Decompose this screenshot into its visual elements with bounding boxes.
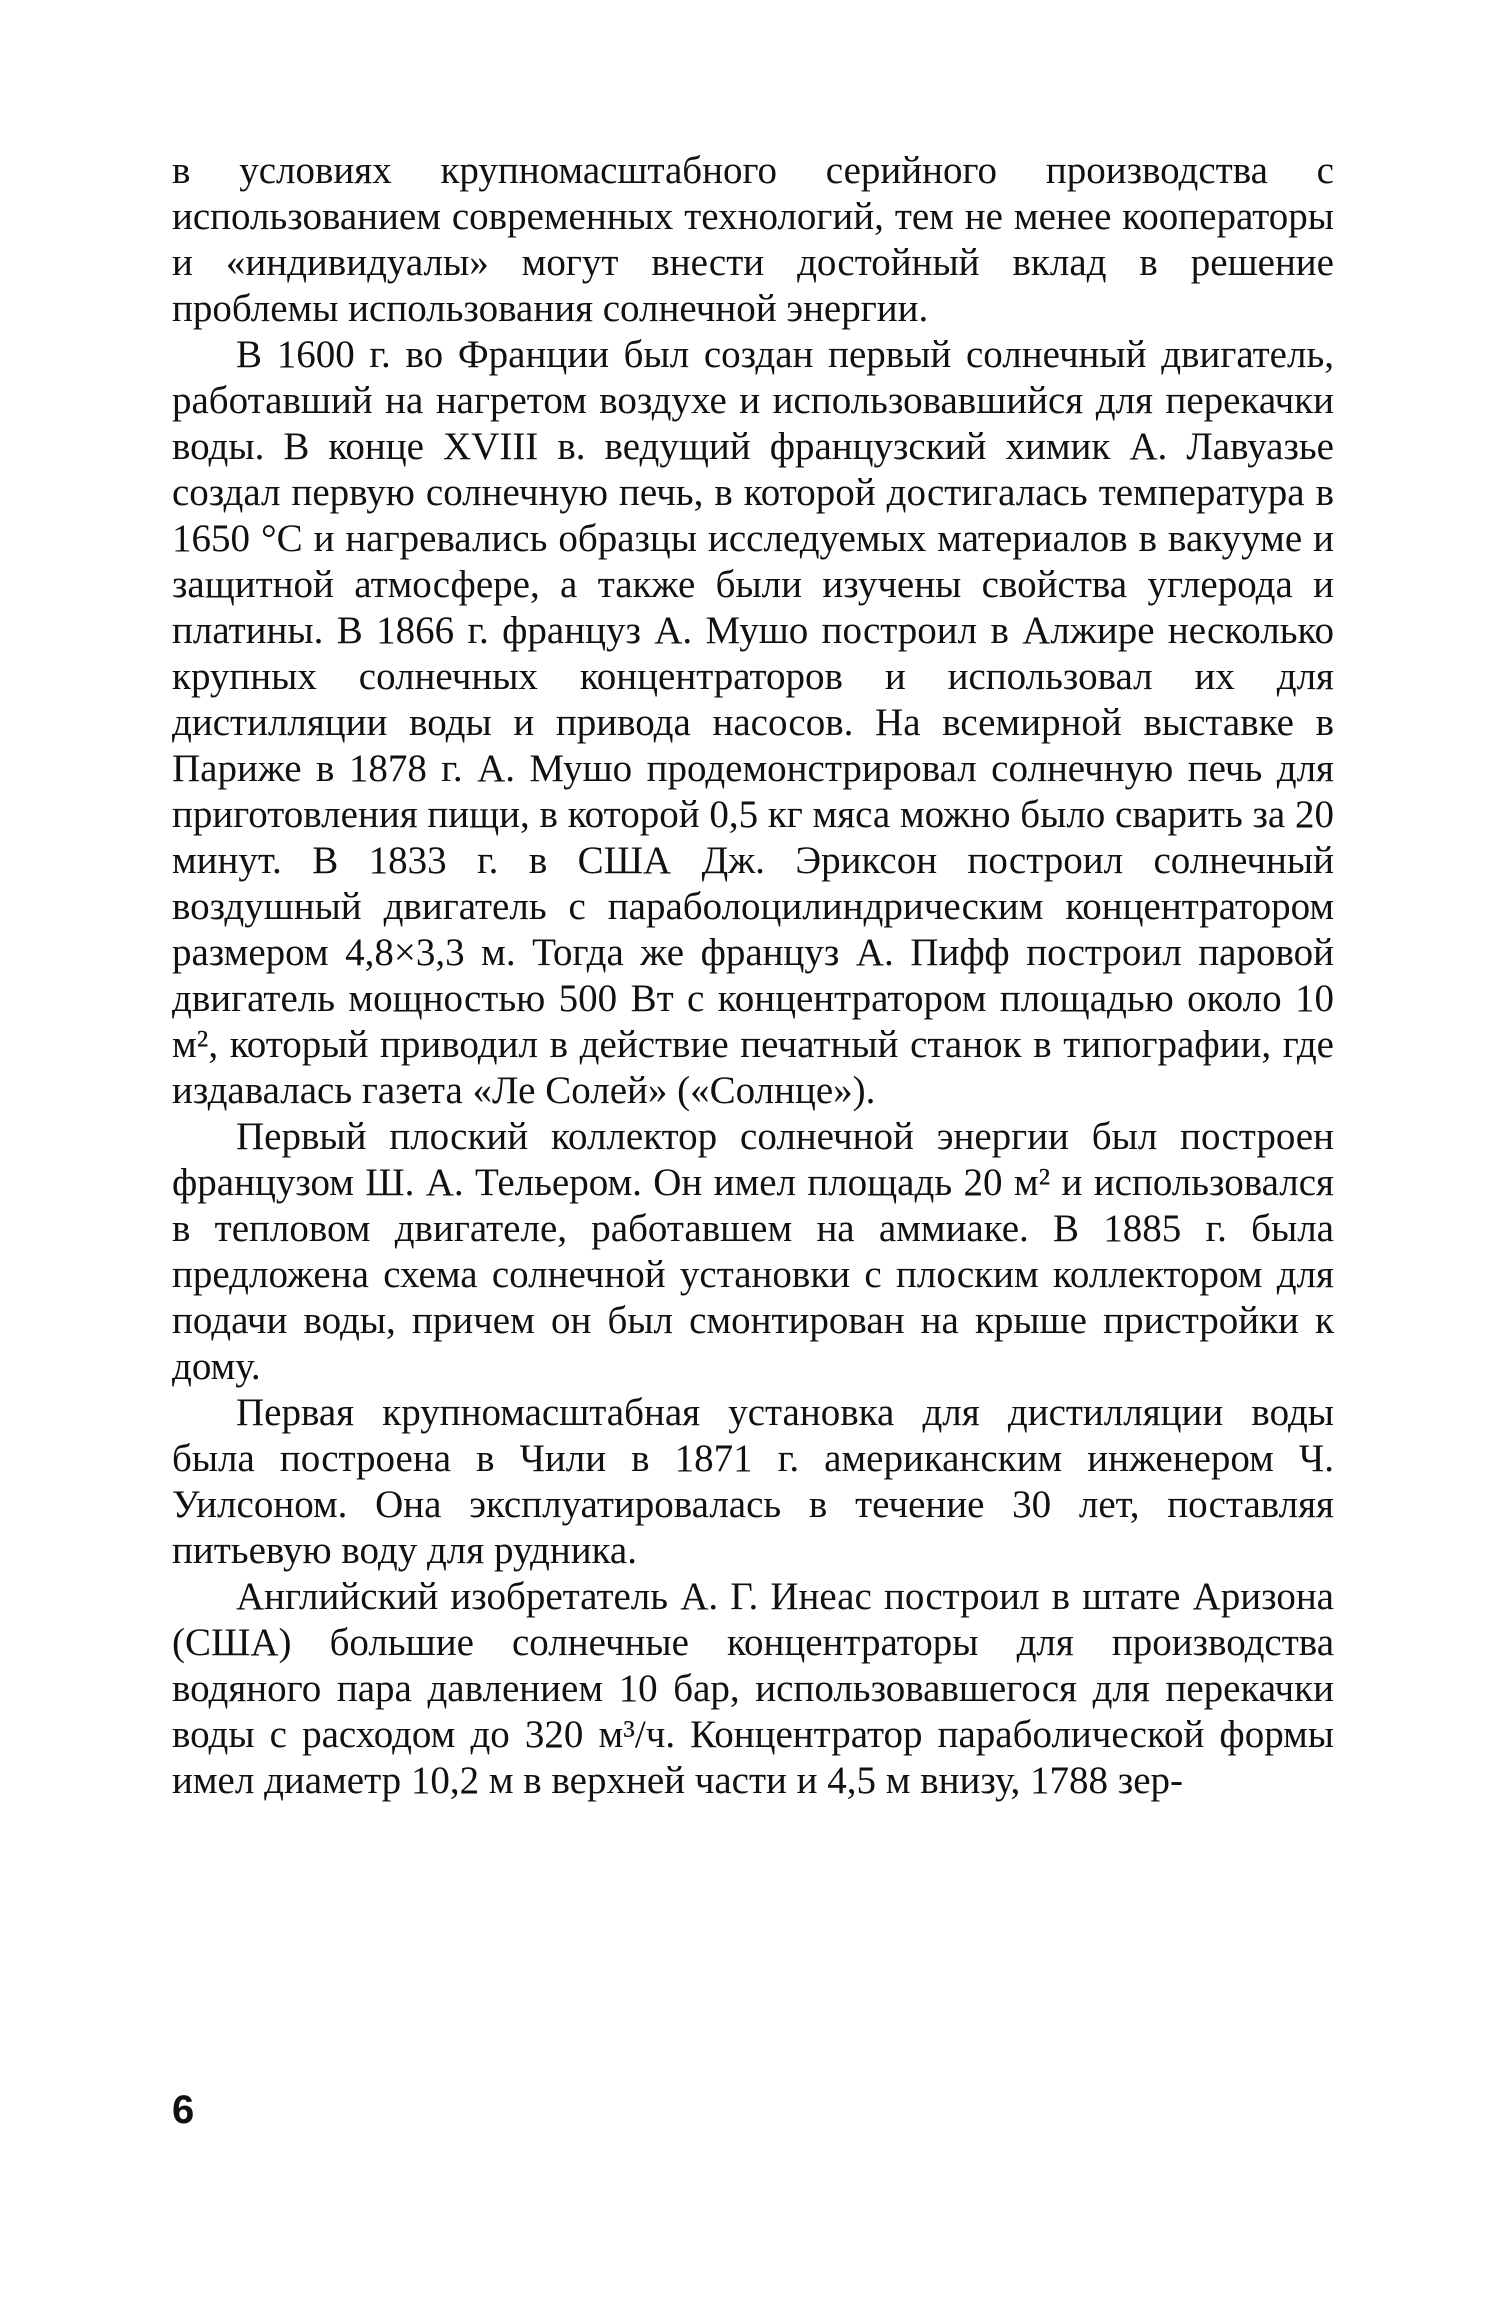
paragraph-flat-collector: Первый плоский коллектор солнечной энергии был построен французом Ш. А. Тельером. Он имел площадь 20 м² и использовался в тепловом двигателе, работавшем на аммиаке. В 1885 г. была предложена схема солнечной установки с плоским коллектором для подачи воды, причем он был смонтирован на крыше пристройки к дому. [172, 1115, 1334, 1388]
paragraph-first-solar-engine: В 1600 г. во Франции был создан первый солнечный двигатель, работавший на нагретом воздухе и использовавшийся для перекачки воды. В конце XVIII в. ведущий французский химик А. Лавуазье создал первую солнечную печь, в которой достигалась температура в 1650 °С и нагревались образцы исследуемых материалов в вакууме и защитной атмосфере, а также были изучены свойства углерода и платины. В 1866 г. француз А. Мушо построил в Алжире несколько крупных солнечных концентраторов и использовал их для дистилляции воды и привода насосов. На всемирной выставке в Париже в 1878 г. А. Мушо продемонстрировал солнечную печь для приготовления пищи, в которой 0,5 кг мяса можно было сварить за 20 минут. В 1833 г. в США Дж. Эриксон построил солнечный воздушный двигатель с параболоцилиндрическим концентратором размером 4,8×3,3 м. Тогда же француз А. Пифф построил паровой двигатель мощностью 500 Вт с концентратором площадью около 10 м², который приводил в действие печатный станок в типографии, где издавалась газета «Ле Солей» («Солнце»). [172, 333, 1334, 1112]
page-number: 6 [172, 2088, 195, 2132]
paragraph-continuation: в условиях крупномасштабного серийного производства с использованием современных технологий, тем не менее кооператоры и «индивидуалы» могут внести достойный вклад в решение проблемы использования солнечной энергии. [172, 149, 1334, 330]
body-text [172, 148, 1334, 1804]
paragraph-distillation-plant: Первая крупномасштабная установка для дистилляции воды была построена в Чили в 1871 г. американским инженером Ч. Уилсоном. Она эксплуатировалась в течение 30 лет, поставляя питьевую воду для рудника. [172, 1391, 1334, 1572]
paragraph-arizona-concentrators: Английский изобретатель А. Г. Инеас построил в штате Аризона (США) большие солнечные концентраторы для производства водяного пара давлением 10 бар, использовавшегося для перекачки воды с расходом до 320 м³/ч. Концентратор параболической формы имел диаметр 10,2 м в верхней части и 4,5 м внизу, 1788 зер- [172, 1575, 1334, 1802]
